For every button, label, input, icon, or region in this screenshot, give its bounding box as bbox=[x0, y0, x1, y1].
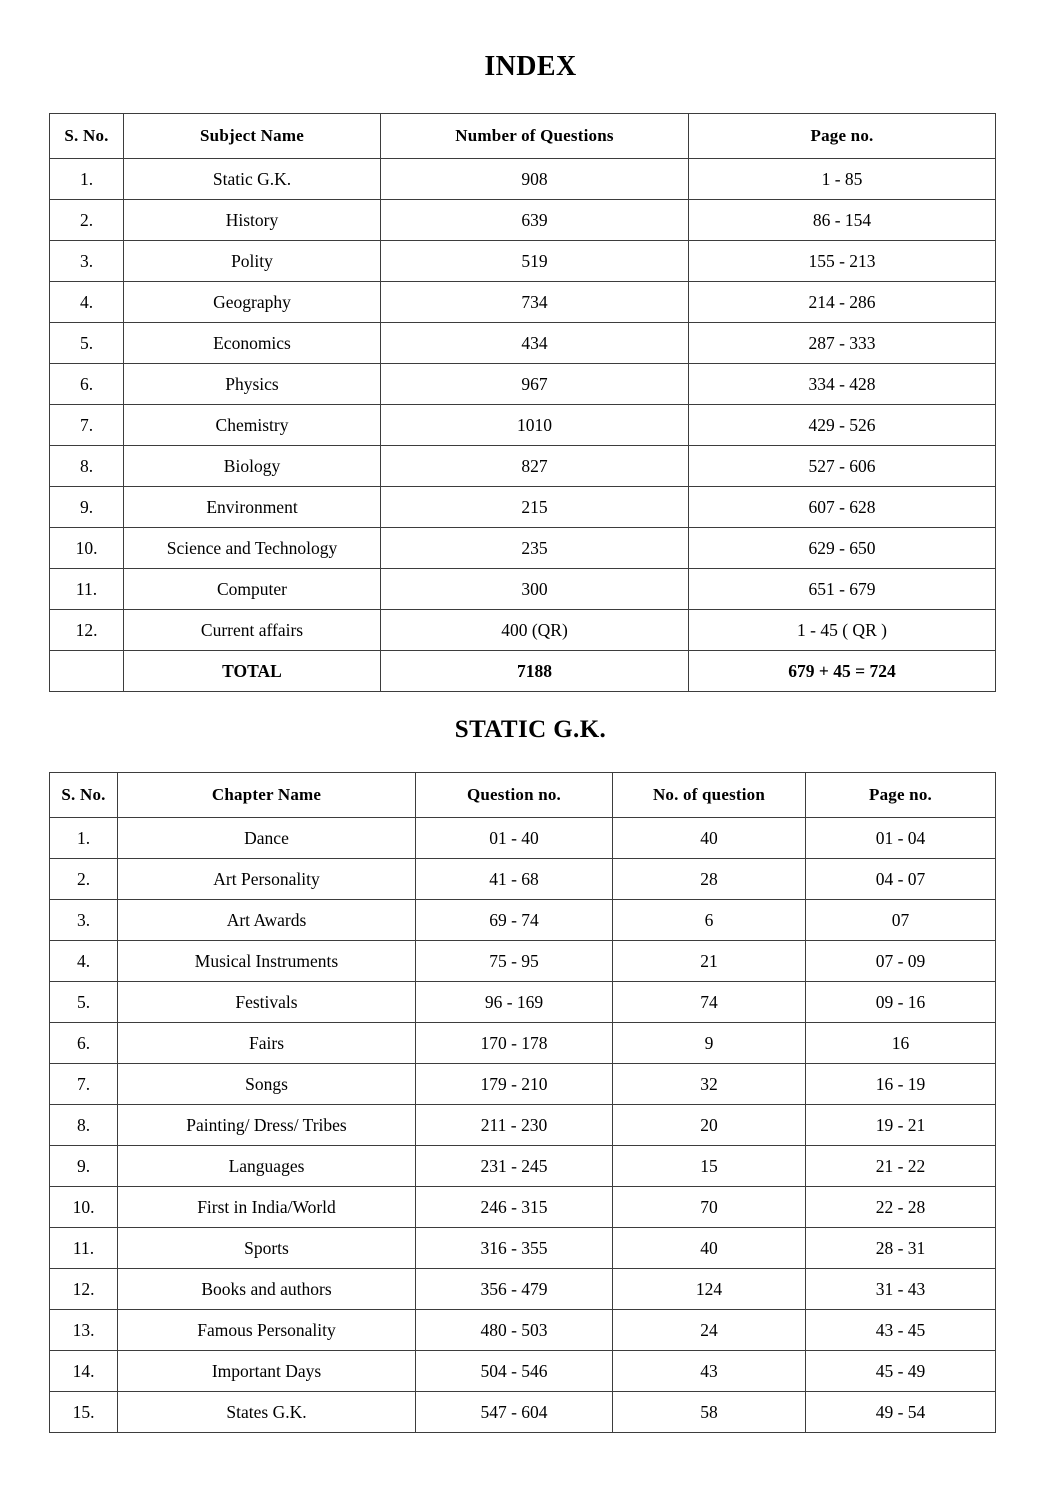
table-row bbox=[50, 569, 996, 610]
cell-pageno: 01 - 04 bbox=[806, 818, 996, 859]
cell-no-of-question: 15 bbox=[613, 1146, 806, 1187]
cell-questions: 235 bbox=[381, 528, 689, 569]
table-row bbox=[50, 446, 996, 487]
cell-no-of-question: 32 bbox=[613, 1064, 806, 1105]
cell-chapter: Festivals bbox=[118, 982, 416, 1023]
table-row bbox=[50, 1351, 996, 1392]
cell-sno: 6. bbox=[50, 1023, 118, 1064]
cell-question-no: 246 - 315 bbox=[416, 1187, 613, 1228]
cell-subject: Environment bbox=[124, 487, 381, 528]
cell-questions: 400 (QR) bbox=[381, 610, 689, 651]
cell-sno: 3. bbox=[50, 900, 118, 941]
cell-pageno: 527 - 606 bbox=[689, 446, 996, 487]
column-header-question-no: Question no. bbox=[416, 773, 613, 818]
cell-question-no: 480 - 503 bbox=[416, 1310, 613, 1351]
cell-no-of-question: 43 bbox=[613, 1351, 806, 1392]
cell-sno: 2. bbox=[50, 200, 124, 241]
table-row bbox=[50, 528, 996, 569]
cell-sno: 8. bbox=[50, 1105, 118, 1146]
cell-pageno: 45 - 49 bbox=[806, 1351, 996, 1392]
cell-no-of-question: 70 bbox=[613, 1187, 806, 1228]
cell-pageno: 19 - 21 bbox=[806, 1105, 996, 1146]
cell-chapter: Musical Instruments bbox=[118, 941, 416, 982]
cell-sno: 1. bbox=[50, 159, 124, 200]
cell-chapter: Famous Personality bbox=[118, 1310, 416, 1351]
cell-questions: 300 bbox=[381, 569, 689, 610]
cell-pageno: 04 - 07 bbox=[806, 859, 996, 900]
cell-chapter: States G.K. bbox=[118, 1392, 416, 1433]
table-row bbox=[50, 818, 996, 859]
table-header-row bbox=[50, 114, 996, 159]
table-row bbox=[50, 1105, 996, 1146]
cell-sno: 10. bbox=[50, 1187, 118, 1228]
cell-questions: 215 bbox=[381, 487, 689, 528]
table-row bbox=[50, 1023, 996, 1064]
cell-question-no: 179 - 210 bbox=[416, 1064, 613, 1105]
table-row bbox=[50, 405, 996, 446]
cell-no-of-question: 28 bbox=[613, 859, 806, 900]
cell-chapter: Important Days bbox=[118, 1351, 416, 1392]
cell-sno: 8. bbox=[50, 446, 124, 487]
cell-no-of-question: 24 bbox=[613, 1310, 806, 1351]
cell-no-of-question: 124 bbox=[613, 1269, 806, 1310]
cell-subject: Biology bbox=[124, 446, 381, 487]
cell-question-no: 41 - 68 bbox=[416, 859, 613, 900]
table-row bbox=[50, 610, 996, 651]
cell-subject: History bbox=[124, 200, 381, 241]
cell-pageno: 334 - 428 bbox=[689, 364, 996, 405]
cell-sno: 13. bbox=[50, 1310, 118, 1351]
cell-pageno: 22 - 28 bbox=[806, 1187, 996, 1228]
cell-pageno: 86 - 154 bbox=[689, 200, 996, 241]
cell-sno: 9. bbox=[50, 1146, 118, 1187]
cell-questions: 908 bbox=[381, 159, 689, 200]
cell-question-no: 547 - 604 bbox=[416, 1392, 613, 1433]
cell-pageno: 07 - 09 bbox=[806, 941, 996, 982]
table-row bbox=[50, 1228, 996, 1269]
cell-pageno: 607 - 628 bbox=[689, 487, 996, 528]
column-header-pageno: Page no. bbox=[689, 114, 996, 159]
cell-question-no: 504 - 546 bbox=[416, 1351, 613, 1392]
table-row bbox=[50, 982, 996, 1023]
static-gk-table-body bbox=[50, 818, 996, 1433]
cell-questions: 434 bbox=[381, 323, 689, 364]
cell-question-no: 01 - 40 bbox=[416, 818, 613, 859]
cell-sno: 2. bbox=[50, 859, 118, 900]
table-row bbox=[50, 1187, 996, 1228]
cell-pageno: 287 - 333 bbox=[689, 323, 996, 364]
cell-no-of-question: 9 bbox=[613, 1023, 806, 1064]
cell-pageno: 28 - 31 bbox=[806, 1228, 996, 1269]
cell-chapter: Books and authors bbox=[118, 1269, 416, 1310]
cell-chapter: Sports bbox=[118, 1228, 416, 1269]
column-header-questions: Number of Questions bbox=[381, 114, 689, 159]
cell-no-of-question: 40 bbox=[613, 1228, 806, 1269]
total-cell-pageno: 679 + 45 = 724 bbox=[689, 651, 996, 692]
cell-chapter: Dance bbox=[118, 818, 416, 859]
cell-sno: 11. bbox=[50, 569, 124, 610]
cell-pageno: 21 - 22 bbox=[806, 1146, 996, 1187]
column-header-sno: S. No. bbox=[50, 114, 124, 159]
cell-questions: 967 bbox=[381, 364, 689, 405]
cell-sno: 7. bbox=[50, 405, 124, 446]
table-row bbox=[50, 364, 996, 405]
cell-questions: 639 bbox=[381, 200, 689, 241]
cell-subject: Computer bbox=[124, 569, 381, 610]
cell-pageno: 31 - 43 bbox=[806, 1269, 996, 1310]
total-cell-subject: TOTAL bbox=[124, 651, 381, 692]
cell-pageno: 09 - 16 bbox=[806, 982, 996, 1023]
cell-subject: Science and Technology bbox=[124, 528, 381, 569]
cell-sno: 5. bbox=[50, 323, 124, 364]
total-cell-sno bbox=[50, 651, 124, 692]
total-cell-questions: 7188 bbox=[381, 651, 689, 692]
table-row bbox=[50, 1064, 996, 1105]
table-row bbox=[50, 859, 996, 900]
cell-sno: 1. bbox=[50, 818, 118, 859]
table-row bbox=[50, 1146, 996, 1187]
column-header-subject: Subject Name bbox=[124, 114, 381, 159]
cell-pageno: 43 - 45 bbox=[806, 1310, 996, 1351]
cell-chapter: Art Awards bbox=[118, 900, 416, 941]
table-row bbox=[50, 1392, 996, 1433]
column-header-chapter: Chapter Name bbox=[118, 773, 416, 818]
cell-chapter: Languages bbox=[118, 1146, 416, 1187]
table-row bbox=[50, 323, 996, 364]
cell-sno: 12. bbox=[50, 610, 124, 651]
column-header-sno: S. No. bbox=[50, 773, 118, 818]
cell-no-of-question: 20 bbox=[613, 1105, 806, 1146]
cell-question-no: 96 - 169 bbox=[416, 982, 613, 1023]
cell-question-no: 356 - 479 bbox=[416, 1269, 613, 1310]
cell-sno: 14. bbox=[50, 1351, 118, 1392]
cell-no-of-question: 74 bbox=[613, 982, 806, 1023]
cell-pageno: 651 - 679 bbox=[689, 569, 996, 610]
cell-no-of-question: 6 bbox=[613, 900, 806, 941]
cell-questions: 1010 bbox=[381, 405, 689, 446]
cell-chapter: Fairs bbox=[118, 1023, 416, 1064]
cell-questions: 734 bbox=[381, 282, 689, 323]
table-row bbox=[50, 487, 996, 528]
cell-pageno: 1 - 85 bbox=[689, 159, 996, 200]
cell-subject: Chemistry bbox=[124, 405, 381, 446]
table-row bbox=[50, 1310, 996, 1351]
cell-question-no: 231 - 245 bbox=[416, 1146, 613, 1187]
cell-no-of-question: 58 bbox=[613, 1392, 806, 1433]
table-row bbox=[50, 241, 996, 282]
cell-pageno: 214 - 286 bbox=[689, 282, 996, 323]
table-row bbox=[50, 941, 996, 982]
cell-question-no: 211 - 230 bbox=[416, 1105, 613, 1146]
cell-question-no: 170 - 178 bbox=[416, 1023, 613, 1064]
cell-subject: Geography bbox=[124, 282, 381, 323]
cell-question-no: 316 - 355 bbox=[416, 1228, 613, 1269]
cell-sno: 10. bbox=[50, 528, 124, 569]
cell-sno: 11. bbox=[50, 1228, 118, 1269]
cell-pageno: 49 - 54 bbox=[806, 1392, 996, 1433]
cell-pageno: 429 - 526 bbox=[689, 405, 996, 446]
cell-question-no: 75 - 95 bbox=[416, 941, 613, 982]
cell-sno: 9. bbox=[50, 487, 124, 528]
cell-sno: 5. bbox=[50, 982, 118, 1023]
cell-sno: 15. bbox=[50, 1392, 118, 1433]
cell-chapter: Art Personality bbox=[118, 859, 416, 900]
table-header-row bbox=[50, 773, 996, 818]
static-gk-table bbox=[49, 772, 996, 1433]
index-table bbox=[49, 113, 996, 692]
cell-chapter: Songs bbox=[118, 1064, 416, 1105]
cell-sno: 4. bbox=[50, 282, 124, 323]
cell-pageno: 1 - 45 ( QR ) bbox=[689, 610, 996, 651]
cell-sno: 4. bbox=[50, 941, 118, 982]
cell-questions: 827 bbox=[381, 446, 689, 487]
cell-subject: Physics bbox=[124, 364, 381, 405]
page-title-index: INDEX bbox=[484, 51, 577, 82]
index-table-head bbox=[50, 114, 996, 159]
table-row bbox=[50, 159, 996, 200]
cell-no-of-question: 21 bbox=[613, 941, 806, 982]
cell-sno: 7. bbox=[50, 1064, 118, 1105]
cell-sno: 12. bbox=[50, 1269, 118, 1310]
cell-chapter: Painting/ Dress/ Tribes bbox=[118, 1105, 416, 1146]
cell-sno: 6. bbox=[50, 364, 124, 405]
cell-pageno: 16 - 19 bbox=[806, 1064, 996, 1105]
table-row bbox=[50, 200, 996, 241]
static-gk-table-head bbox=[50, 773, 996, 818]
column-header-pageno: Page no. bbox=[806, 773, 996, 818]
cell-subject: Current affairs bbox=[124, 610, 381, 651]
column-header-no-of-question: No. of question bbox=[613, 773, 806, 818]
cell-subject: Static G.K. bbox=[124, 159, 381, 200]
table-row bbox=[50, 1269, 996, 1310]
cell-questions: 519 bbox=[381, 241, 689, 282]
cell-chapter: First in India/World bbox=[118, 1187, 416, 1228]
cell-subject: Economics bbox=[124, 323, 381, 364]
cell-question-no: 69 - 74 bbox=[416, 900, 613, 941]
cell-pageno: 155 - 213 bbox=[689, 241, 996, 282]
cell-subject: Polity bbox=[124, 241, 381, 282]
cell-sno: 3. bbox=[50, 241, 124, 282]
cell-pageno: 07 bbox=[806, 900, 996, 941]
table-total-row bbox=[50, 651, 996, 692]
table-row bbox=[50, 900, 996, 941]
cell-pageno: 16 bbox=[806, 1023, 996, 1064]
page-title-static-gk: STATIC G.K. bbox=[454, 716, 607, 743]
cell-pageno: 629 - 650 bbox=[689, 528, 996, 569]
index-table-body bbox=[50, 159, 996, 692]
table-row bbox=[50, 282, 996, 323]
cell-no-of-question: 40 bbox=[613, 818, 806, 859]
